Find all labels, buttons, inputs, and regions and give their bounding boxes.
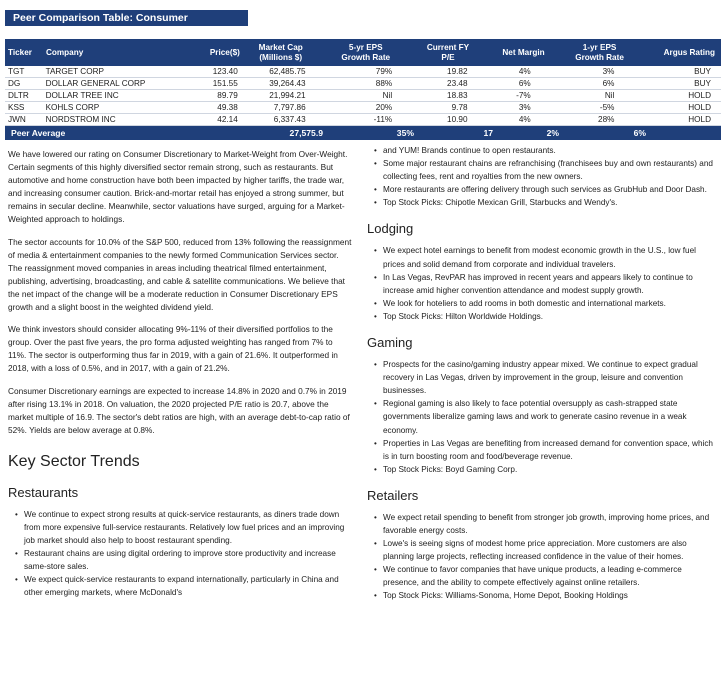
bullet-icon: • bbox=[15, 509, 18, 519]
paragraph: We have lowered our rating on Consumer Discretionary to Market-Weight from Over-Weight. Certain segments of this highly diversified sector remain strong, such as restaurants. But automotive and home construction have both been impacted by higher tariffs, the trade war, and increasing consumer caution. Brick-and-mortar retail has enjoyed a strong summer, but remains in secular decline. Meanwhile, sector valuations have surged, arguing for a Market-Weighted approach to holdings. bbox=[8, 149, 348, 225]
bullet-icon: • bbox=[374, 185, 377, 195]
cell-rating: HOLD bbox=[688, 90, 711, 100]
cell-eps5: -11% bbox=[373, 114, 393, 124]
list-item bbox=[367, 196, 719, 209]
header-pe: Current FY P/E bbox=[426, 43, 470, 62]
list-item-text: We expect retail spending to benefit from stronger job growth, improving home prices, and favorable energy costs. bbox=[383, 512, 710, 535]
cell-rating: BUY bbox=[694, 66, 711, 76]
header-ticker: Ticker bbox=[8, 48, 32, 57]
table-row bbox=[5, 78, 721, 90]
cell-mcap: 62,485.75 bbox=[269, 66, 306, 76]
list-item bbox=[367, 463, 719, 476]
list-item bbox=[367, 310, 719, 323]
list-item-text: Top Stock Picks: Williams-Sonoma, Home Depot, Booking Holdings bbox=[383, 591, 628, 601]
cell-pe: 18.83 bbox=[447, 90, 468, 100]
list-item bbox=[8, 508, 353, 547]
bullet-icon: • bbox=[374, 438, 377, 448]
header-company: Company bbox=[45, 48, 84, 57]
list-item bbox=[367, 297, 719, 310]
cell-eps1: 28% bbox=[598, 114, 615, 124]
avg-1yr-eps: 6% bbox=[633, 128, 646, 138]
cell-pe: 23.48 bbox=[447, 78, 468, 88]
cell-pe: 19.82 bbox=[447, 66, 468, 76]
peer-average-label: Peer Average bbox=[11, 128, 66, 138]
list-item-text: Top Stock Picks: Chipotle Mexican Grill, Starbucks and Wendy's. bbox=[383, 198, 618, 208]
cell-eps5: 20% bbox=[375, 102, 393, 112]
bullet-icon: • bbox=[374, 539, 377, 549]
cell-eps5: 88% bbox=[375, 78, 393, 88]
list-item bbox=[367, 183, 719, 196]
cell-mcap: 39,264.43 bbox=[269, 78, 306, 88]
retailers-heading: Retailers bbox=[367, 487, 419, 503]
list-item-text: Regional gaming is also likely to face potential oversupply as cash-strapped state governments liberalize gaming laws and work to generate casino revenue in a weak economy. bbox=[383, 399, 687, 435]
table-header bbox=[5, 39, 721, 66]
list-item bbox=[367, 358, 719, 397]
list-item-text: Some major restaurant chains are refranchising (franchisees buy and own restaurants) and collecting fees, rent and royalties from the new owners. bbox=[383, 159, 713, 182]
list-item-text: Properties in Las Vegas are benefiting from increased demand for convention space, which is in turn boosting room and food/beverage revenue. bbox=[383, 438, 713, 461]
bullet-icon: • bbox=[374, 198, 377, 208]
avg-5yr-eps: 35% bbox=[396, 128, 414, 138]
cell-margin: 3% bbox=[518, 102, 531, 112]
cell-pe: 10.90 bbox=[447, 114, 468, 124]
gaming-heading: Gaming bbox=[367, 335, 413, 351]
list-item bbox=[367, 437, 719, 463]
list-item-text: Lowe's is seeing signs of modest home price appreciation. More customers are also planning large projects, reflecting increased confidence in the value of their homes. bbox=[383, 539, 687, 562]
cell-eps5: 79% bbox=[375, 66, 393, 76]
cell-company: KOHLS CORP bbox=[45, 102, 100, 112]
bullet-icon: • bbox=[374, 591, 377, 601]
cell-price: 151.55 bbox=[212, 78, 238, 88]
header-market-cap: Market Cap (Millions $) bbox=[258, 43, 303, 62]
list-item bbox=[367, 511, 719, 537]
list-item-text: We expect quick-service restaurants to expand internationally, particularly in China and other emerging markets, where McDonald's bbox=[24, 575, 339, 598]
cell-margin: 4% bbox=[518, 66, 531, 76]
cell-eps1: 3% bbox=[602, 66, 615, 76]
cell-company: DOLLAR GENERAL CORP bbox=[45, 78, 146, 88]
cell-company: DOLLAR TREE INC bbox=[45, 90, 119, 100]
bullet-icon: • bbox=[374, 464, 377, 474]
bullet-icon: • bbox=[374, 272, 377, 282]
list-item-text: and YUM! Brands continue to open restaurants. bbox=[383, 146, 556, 155]
bullet-icon: • bbox=[374, 360, 377, 370]
table-row bbox=[5, 66, 721, 78]
bullet-icon: • bbox=[374, 146, 377, 155]
cell-mcap: 21,994.21 bbox=[269, 90, 306, 100]
header-rating: Argus Rating bbox=[663, 48, 715, 57]
avg-market-cap: 27,575.9 bbox=[289, 128, 323, 138]
list-item-text: More restaurants are offering delivery through such services as GrubHub and Door Dash. bbox=[383, 185, 707, 195]
bullet-icon: • bbox=[374, 246, 377, 256]
cell-margin: -7% bbox=[516, 90, 531, 100]
peer-average-row bbox=[5, 126, 721, 140]
list-item-text: In Las Vegas, RevPAR has improved in recent years and appears likely to continue to increase amid higher convention attendance and modest supply growth. bbox=[383, 272, 693, 295]
bullet-icon: • bbox=[15, 575, 18, 585]
cell-ticker: DG bbox=[8, 78, 21, 88]
list-item-text: Top Stock Picks: Hilton Worldwide Holdings. bbox=[383, 311, 544, 321]
table-title: Peer Comparison Table: Consumer Discretionary bbox=[5, 10, 248, 26]
list-item-text: Prospects for the casino/gaming industry appear mixed. We continue to expect gradual recovery in Las Vegas, driven by improvement in the group, leisure and convention businesses. bbox=[383, 360, 698, 396]
cell-rating: BUY bbox=[694, 78, 711, 88]
right-column bbox=[367, 144, 719, 611]
bullet-icon: • bbox=[374, 512, 377, 522]
bullet-icon: • bbox=[15, 549, 18, 559]
cell-eps1: -5% bbox=[599, 102, 615, 112]
list-item-text: We expect hotel earnings to benefit from modest economic growth in the U.S., low fuel prices and solid demand from corporate and individual travelers. bbox=[383, 246, 696, 269]
list-item-text: We continue to favor companies that have unique products, a leading e-commerce presence, and the ability to compete effectively against online retailers. bbox=[383, 565, 682, 588]
restaurants-list bbox=[8, 508, 353, 600]
list-item bbox=[8, 547, 353, 573]
list-item-text: Top Stock Picks: Boyd Gaming Corp. bbox=[383, 464, 518, 474]
header-net-margin: Net Margin bbox=[502, 48, 545, 57]
cell-margin: 6% bbox=[518, 78, 531, 88]
cell-company: TARGET CORP bbox=[45, 66, 104, 76]
paragraph: Consumer Discretionary earnings are expected to increase 14.8% in 2020 and 0.7% in 2019 after rising 13.1% in 2018. On valuation, the 2020 projected P/E ratio is 20.7, above the market multiple of 16.9. The sector's debt ratios are high, with an average debt-to-cap ratio of 52%. Yields are below average at 0.8%. bbox=[8, 385, 350, 435]
list-item bbox=[8, 573, 353, 599]
peer-comparison-table bbox=[5, 10, 721, 140]
header-price: Price($) bbox=[209, 48, 240, 57]
list-item bbox=[367, 244, 719, 270]
table-row bbox=[5, 114, 721, 126]
cell-eps1: Nil bbox=[604, 90, 615, 100]
cell-price: 49.38 bbox=[217, 102, 238, 112]
header-5yr-eps: 5-yr EPS Growth Rate bbox=[341, 43, 391, 62]
gaming-list bbox=[367, 358, 719, 476]
list-item bbox=[367, 589, 719, 602]
cell-price: 42.14 bbox=[217, 114, 238, 124]
cell-eps1: 6% bbox=[602, 78, 615, 88]
header-1yr-eps: 1-yr EPS Growth Rate bbox=[575, 43, 624, 62]
list-item bbox=[367, 563, 719, 589]
cell-ticker: JWN bbox=[8, 114, 26, 124]
list-item bbox=[367, 537, 719, 563]
list-item bbox=[367, 157, 719, 183]
cell-rating: HOLD bbox=[688, 114, 711, 124]
list-item bbox=[367, 397, 719, 436]
table-row bbox=[5, 102, 721, 114]
avg-net-margin: 2% bbox=[546, 128, 559, 138]
table-row bbox=[5, 90, 721, 102]
list-item bbox=[367, 271, 719, 297]
cell-rating: HOLD bbox=[688, 102, 711, 112]
cell-company: NORDSTROM INC bbox=[45, 114, 116, 124]
cell-mcap: 6,337.43 bbox=[273, 114, 306, 124]
restaurants-list-continued bbox=[367, 144, 719, 209]
cell-pe: 9.78 bbox=[451, 102, 468, 112]
lodging-heading: Lodging bbox=[367, 221, 414, 237]
restaurants-heading: Restaurants bbox=[8, 484, 79, 500]
cell-price: 89.79 bbox=[217, 90, 238, 100]
bullet-icon: • bbox=[374, 565, 377, 575]
left-column bbox=[8, 148, 353, 608]
cell-ticker: DLTR bbox=[8, 90, 29, 100]
list-item-text: Restaurant chains are using digital ordering to improve store productivity and increase same-store sales. bbox=[24, 549, 336, 572]
list-item-text: We look for hoteliers to add rooms in both domestic and international markets. bbox=[383, 298, 666, 308]
bullet-icon: • bbox=[374, 298, 377, 308]
cell-price: 123.40 bbox=[212, 66, 238, 76]
cell-eps5: Nil bbox=[382, 90, 393, 100]
paragraph: We think investors should consider allocating 9%-11% of their diversified portfolios to the group. Over the past five years, the pro forma adjusted weighting has ranged from 7% to 11%. The sector is outperforming thus far in 2019, with a gain of 21.6%. It outperformed in 2018, with a loss of 0.5%, and in 2017, with a gain of 21.2%. bbox=[8, 324, 338, 374]
cell-mcap: 7,797.86 bbox=[273, 102, 306, 112]
bullet-icon: • bbox=[374, 399, 377, 409]
cell-ticker: KSS bbox=[8, 102, 25, 112]
bullet-icon: • bbox=[374, 159, 377, 169]
avg-pe: 17 bbox=[483, 128, 493, 138]
lodging-list bbox=[367, 244, 719, 323]
retailers-list bbox=[367, 511, 719, 603]
bullet-icon: • bbox=[374, 311, 377, 321]
key-sector-trends-heading: Key Sector Trends bbox=[8, 452, 140, 470]
list-item bbox=[367, 144, 719, 157]
paragraph: The sector accounts for 10.0% of the S&P 500, reduced from 13% following the reassignment of media & entertainment companies to the newly formed Communication Services sector. The reassignment moved companies in areas including theatrical filmed entertainment, publishing, advertising, broadcasting, and cable & satellite communications. We believe that the net impact of the change will be a moderate reduction in Consumer Discretionary EPS growth and a slight boost in the weighted dividend yield. bbox=[8, 236, 352, 313]
cell-margin: 4% bbox=[518, 114, 531, 124]
list-item-text: We continue to expect strong results at quick-service restaurants, as diners trade down from more expensive full-service restaurants. Relatively low fuel prices and an improving job market should also help to boost restaurant spending. bbox=[24, 509, 345, 546]
cell-ticker: TGT bbox=[8, 66, 25, 76]
